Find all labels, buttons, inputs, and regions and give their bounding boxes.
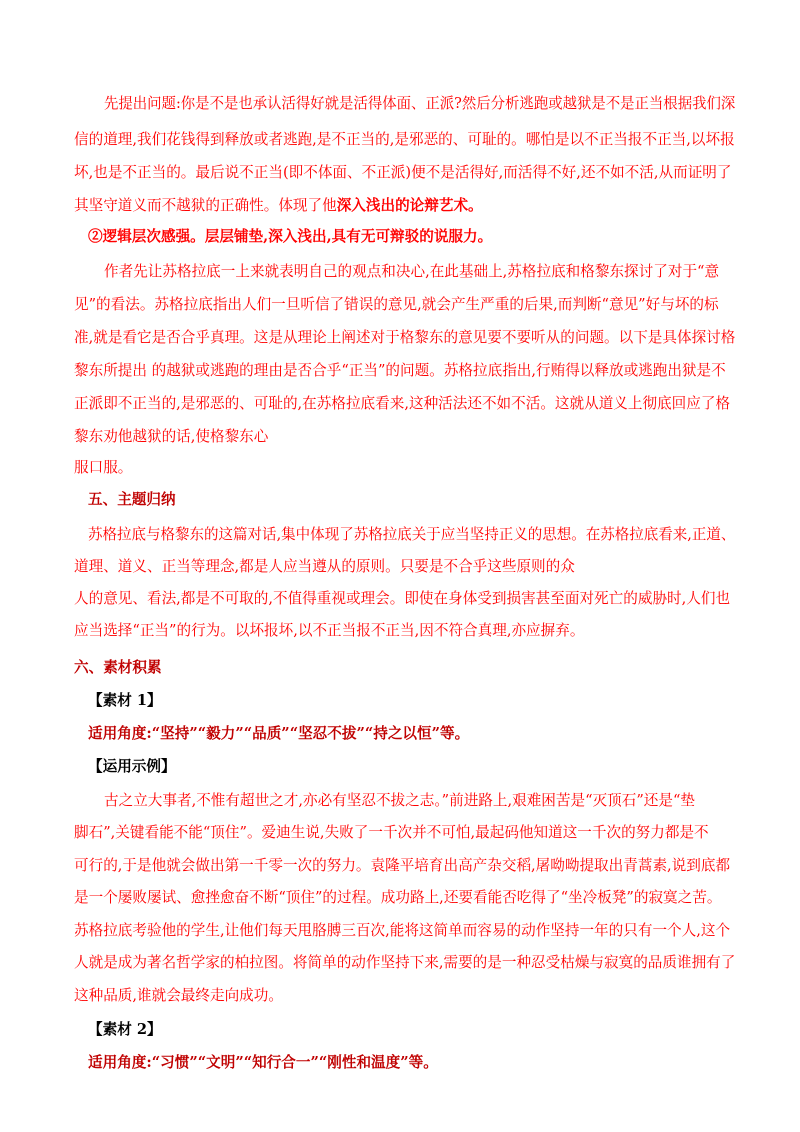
paragraph-line: 黎东所提出 的越狱或逃跑的理由是否合乎“正当”的问题。苏格拉底指出,行贿得以释放或逃跑出狱是不 xyxy=(74,362,726,379)
point-heading: ②逻辑层次感强。层层铺垫,深入浅出,具有无可辩驳的说服力。 xyxy=(88,228,493,245)
paragraph-line: 苏格拉底考验他的学生,让他们每天甩胳膊三百次,能将这简单而容易的动作坚持一年的只有一个人,这个 xyxy=(74,922,731,939)
applicable-angle: 适用角度:“习惯”“文明”“知行合一”“刚性和温度”等。 xyxy=(88,1054,438,1071)
paragraph-line: 应当选择“正当”的行为。以坏报坏,以不正当报不正当,因不符合真理,亦应摒弃。 xyxy=(74,622,585,639)
paragraph-line: 人的意见、看法,都是不可取的,不值得重视或理会。即使在身体受到损害甚至面对死亡的威胁时,人们也 xyxy=(74,590,731,607)
material-label: 【素材 2】 xyxy=(88,1021,162,1038)
paragraph-line: 黎东劝他越狱的话,使格黎东心 xyxy=(74,428,269,445)
material-label: 【素材 1】 xyxy=(88,692,162,709)
paragraph-line: 信的道理,我们花钱得到释放或者逃跑,是不正当的,是邪恶的、可耻的。哪怕是以不正当报不正当,以坏报 xyxy=(74,131,735,148)
paragraph-line: 坏,也是不正当的。最后说不正当(即不体面、不正派)便不是活得好,而活得不好,还不如不活,从而证明了 xyxy=(74,164,732,181)
paragraph-line: 服口服。 xyxy=(74,459,133,476)
paragraph-line: 作者先让苏格拉底一上来就表明自己的观点和决心,在此基础上,苏格拉底和格黎东探讨了对于“意 xyxy=(104,263,720,280)
paragraph-line: 见”的看法。苏格拉底指出人们一旦听信了错误的意见,就会产生严重的后果,而判断“意见”好与坏的标 xyxy=(74,296,719,313)
paragraph-line: 脚石”,关键看能不能“顶住”。爱迪生说,失败了一千次并不可怕,最起码他知道这一千次的努力都是不 xyxy=(74,824,709,841)
emphasis-text: 深入浅出的论辩艺术。 xyxy=(336,197,483,214)
paragraph-text: 其坚守道义而不越狱的正确性。体现了他 xyxy=(74,197,337,214)
applicable-angle: 适用角度:“坚持”“毅力”“品质”“坚忍不拔”“持之以恒”等。 xyxy=(88,725,470,742)
paragraph-line: 这种品质,谁就会最终走向成功。 xyxy=(74,987,283,1004)
paragraph-line: 正派即不正当的,是邪恶的、可耻的,在苏格拉底看来,这种活法还不如不活。这就从道义上彻底回应了格 xyxy=(74,395,731,412)
paragraph-line: 古之立大事者,不惟有超世之才,亦必有坚忍不拔之志。”前进路上,艰难困苦是“灭顶石”还是“垫 xyxy=(104,792,696,809)
example-label: 【运用示例】 xyxy=(88,758,176,775)
paragraph-line: 是一个屡败屡试、愈挫愈奋不断“顶住”的过程。成功路上,还要看能否吃得了“坐冷板凳”的寂寞之苦。 xyxy=(74,889,722,906)
paragraph-line: 可行的,于是他就会做出第一千零一次的努力。袁隆平培育出高产杂交稻,屠呦呦提取出青蒿素,说到底都 xyxy=(74,857,731,874)
paragraph-line: 准,就是看它是否合乎真理。这是从理论上阐述对于格黎东的意见要不要听从的问题。以下是具体探讨格 xyxy=(74,329,736,346)
section-heading: 六、素材积累 xyxy=(74,659,162,676)
paragraph-line: 苏格拉底与格黎东的这篇对话,集中体现了苏格拉底关于应当坚持正义的思想。在苏格拉底看来,正道、 xyxy=(88,526,736,543)
paragraph-line: 先提出问题:你是不是也承认活得好就是活得体面、正派?然后分析逃跑或越狱是不是正当根据我们深 xyxy=(104,95,736,112)
paragraph-line: 道理、道义、正当等理念,都是人应当遵从的原则。只要是不合乎这些原则的众 xyxy=(74,558,575,575)
paragraph-line: 人就是成为著名哲学家的柏拉图。将简单的动作坚持下来,需要的是一种忍受枯燥与寂寞的品质谁拥有了 xyxy=(74,954,736,971)
paragraph-line xyxy=(74,196,483,216)
section-heading: 五、主题归纳 xyxy=(88,491,176,508)
